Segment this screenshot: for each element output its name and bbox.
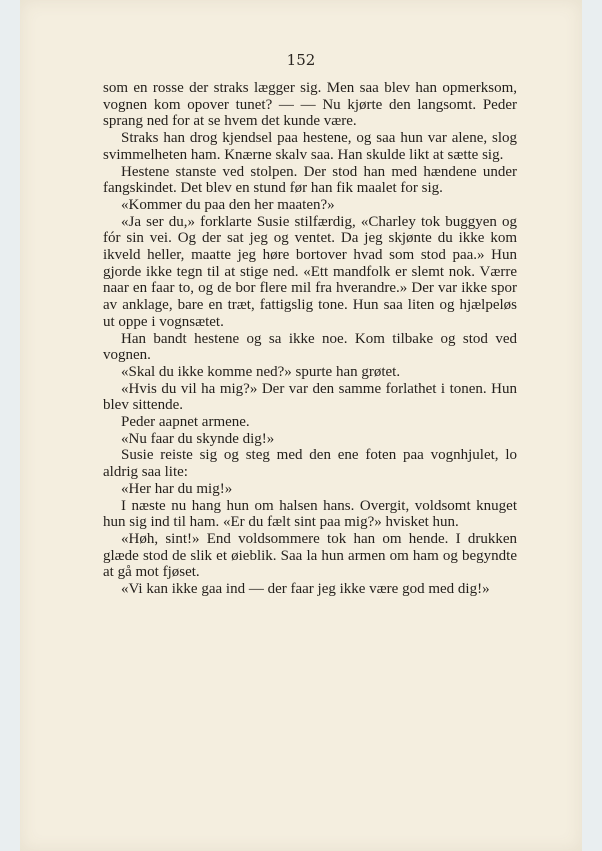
paragraph: som en rosse der straks lægger sig. Men saa blev han opmerksom, vognen kom opover tunet? — — Nu kjørte den langsomt. Peder sprang ned for at se hvem det kunde være. bbox=[103, 80, 517, 130]
paragraph: Hestene stanste ved stolpen. Der stod han med hændene under fangskindet. Det blev en stund før han fik maalet for sig. bbox=[103, 163, 517, 197]
paragraph: Susie reiste sig og steg med den ene foten paa vognhjulet, lo aldrig saa lite: bbox=[103, 447, 517, 481]
paragraph: «Her har du mig!» bbox=[121, 480, 233, 497]
paragraph: «Høh, sint!» End voldsommere tok han om hende. I drukken glæde stod de slik et øieblik. Saa la hun armen om ham og begyndte at gå mot fjøset. bbox=[103, 530, 517, 581]
book-page bbox=[20, 0, 582, 851]
paragraph: I næste nu hang hun om halsen hans. Overgit, voldsomt knuget hun sig ind til ham. «Er du fælt sint paa mig?» hvisket hun. bbox=[103, 497, 517, 531]
paragraph: «Nu faar du skynde dig!» bbox=[121, 430, 275, 447]
paragraph: «Skal du ikke komme ned?» spurte han grøtet. bbox=[121, 363, 401, 380]
paragraph: «Hvis du vil ha mig?» Der var den samme forlathet i tonen. Hun blev sittende. bbox=[103, 380, 517, 414]
body-text bbox=[103, 80, 517, 598]
paragraph: Straks han drog kjendsel paa hestene, og saa hun var alene, slog svimmelheten ham. Knærne skalv saa. Han skulde likt at sætte sig. bbox=[103, 130, 517, 163]
paragraph: «Kommer du paa den her maaten?» bbox=[121, 196, 335, 213]
paragraph: «Vi kan ikke gaa ind — der faar jeg ikke være god med dig!» bbox=[121, 581, 490, 598]
page-number: 152 bbox=[286, 51, 316, 69]
paragraph: «Ja ser du,» forklarte Susie stilfærdig, «Charley tok buggyen og fór sin vei. Og der sat jeg og ventet. Da jeg skjønte du ikke kom ikveld heller, maatte jeg høre bortover hvad som stod paa.» Hun gjorde ikke tegn til at stige ned. «Ett mandfolk er slemt nok. Værre naar en faar to, og de bor flere mil fra hverandre.» Der var ikke spor av anklage, bare en træt, fattigslig tone. Hun saa liten og hjælpeløs ut oppe i vognsætet. bbox=[103, 213, 517, 330]
paragraph: Peder aapnet armene. bbox=[121, 414, 250, 431]
paragraph: Han bandt hestene og sa ikke noe. Kom tilbake og stod ved vognen. bbox=[103, 330, 517, 364]
